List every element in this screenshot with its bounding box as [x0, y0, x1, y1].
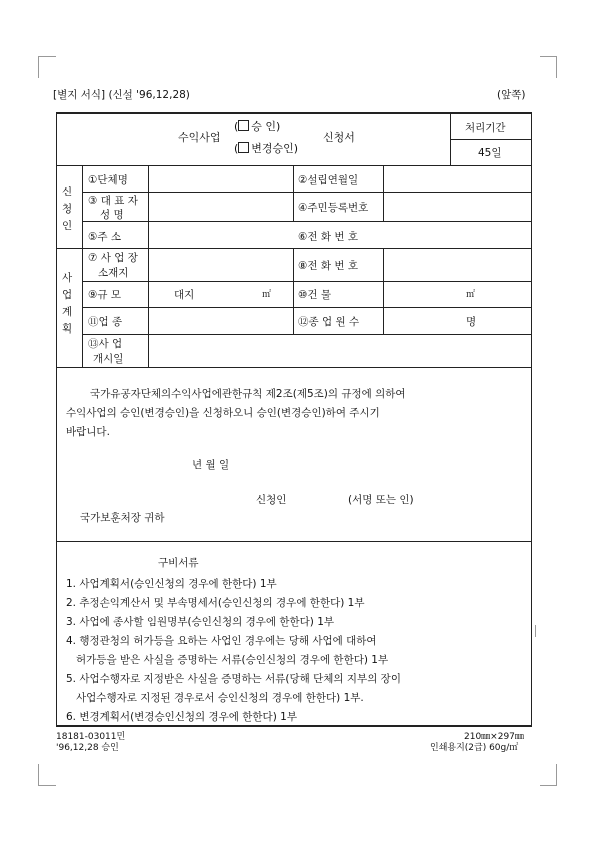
- frame-top: [56, 112, 531, 114]
- processing-period-label: 처리기간: [465, 122, 506, 134]
- processing-divider: [450, 139, 531, 140]
- row-line: [56, 367, 531, 368]
- document-item: 5. 사업수행자로 지정받은 사실을 증명하는 서류(당해 단체의 지부의 장이: [66, 673, 401, 685]
- document-item: 사업수행자로 지정된 경우로서 승인신청의 경우에 한한다) 1부.: [66, 692, 364, 704]
- field-resident-no: ④주민등록번호: [298, 202, 369, 214]
- frame-bottom: [56, 725, 532, 727]
- footer-paper: 인쇄용지(2급) 60g/㎡: [430, 743, 519, 753]
- col-line: [82, 165, 83, 367]
- side-mark: [535, 625, 536, 637]
- row-line: [82, 307, 531, 308]
- field-building-unit: ㎡: [466, 290, 476, 300]
- field-phone-2: ⑧전 화 번 호: [298, 260, 358, 272]
- row-line: [82, 221, 531, 222]
- crop-mark: [556, 56, 557, 78]
- frame-right: [531, 112, 532, 725]
- crop-mark: [38, 56, 39, 78]
- field-rep-line1: ③ 대 표 자: [88, 195, 138, 207]
- crop-mark: [540, 785, 557, 786]
- body-line-1: 국가유공자단체의수익사업에관한규칙 제2조(제5조)의 규정에 의하여: [90, 388, 406, 400]
- field-employees-unit: 명: [466, 316, 477, 328]
- signature-label: (서명 또는 인): [348, 494, 414, 506]
- frame-left: [56, 112, 57, 725]
- col-line: [383, 248, 384, 334]
- field-land-unit: ㎡: [262, 290, 272, 300]
- row-line: [56, 541, 531, 542]
- row-line: [82, 334, 531, 335]
- footer-code: 18181-03011민: [56, 732, 126, 742]
- page-side-label: (앞쪽): [497, 89, 526, 101]
- document-item: 1. 사업계획서(승인신청의 경우에 한한다) 1부: [66, 578, 277, 590]
- crop-mark: [556, 764, 557, 786]
- document-item: 허가등을 받은 사실을 증명하는 서류(승인신청의 경우에 한한다) 1부: [66, 654, 389, 666]
- date-line: 년 월 일: [192, 459, 230, 471]
- title-option-change: ( 변경승인): [234, 142, 299, 155]
- crop-mark: [38, 785, 56, 786]
- col-line: [293, 248, 294, 334]
- field-scale: ⑨규 모: [88, 289, 122, 301]
- field-industry: ⑪업 종: [88, 316, 123, 328]
- col-line: [148, 165, 149, 367]
- applicant-label: 신청인: [256, 494, 287, 506]
- document-item: 4. 행정관청의 허가등을 요하는 사업인 경우에는 당해 사업에 대하여: [66, 635, 377, 647]
- field-land-label: 대지: [174, 289, 195, 301]
- crop-mark: [38, 764, 39, 786]
- recipient: 국가보훈처장 귀하: [80, 512, 165, 524]
- body-line-3: 바랍니다.: [66, 426, 110, 438]
- field-phone-1: ⑥전 화 번 호: [298, 231, 358, 243]
- footer-size: 210㎜×297㎜: [464, 732, 524, 742]
- field-org-name: ①단체명: [88, 174, 128, 186]
- row-line: [82, 281, 531, 282]
- field-employees: ⑫종 업 원 수: [298, 316, 360, 328]
- title-prefix: 수익사업: [178, 131, 221, 144]
- processing-period-value: 45일: [478, 147, 502, 159]
- title-suffix: 신청서: [323, 131, 355, 144]
- section-business-plan: 사 업 계 획: [62, 272, 73, 335]
- field-address: ⑤주 소: [88, 231, 122, 243]
- form-label: [별지 서식] (신설 '96,12,28): [53, 89, 190, 101]
- field-building: ⑩건 물: [298, 289, 332, 301]
- section-applicant: 신 청 인: [62, 186, 73, 232]
- title-option-approval: ( 승 인): [234, 120, 281, 133]
- document-item: 3. 사업에 종사할 임원명부(승인신청의 경우에 한한다) 1부: [66, 616, 335, 628]
- footer-date: '96,12,28 승인: [56, 743, 119, 753]
- checkbox-icon: [238, 120, 249, 131]
- row-line: [82, 192, 531, 193]
- crop-mark: [540, 56, 557, 57]
- checkbox-icon: [238, 142, 249, 153]
- field-site-line2: 소재지: [98, 267, 129, 279]
- body-line-2: 수익사업의 승인(변경승인)을 신청하오니 승인(변경승인)하여 주시기: [66, 407, 380, 419]
- field-site-line1: ⑦ 사 업 장: [88, 252, 138, 264]
- document-item: 6. 변경계획서(변경승인신청의 경우에 한한다) 1부: [66, 711, 297, 723]
- field-rep-line2: 성 명: [100, 209, 124, 221]
- field-start-line1: ⑬사 업: [88, 338, 123, 350]
- crop-mark: [38, 56, 56, 57]
- documents-title: 구비서류: [158, 557, 199, 569]
- field-start-line2: 개시일: [93, 353, 124, 365]
- col-line: [383, 165, 384, 221]
- field-established-date: ②설립연월일: [298, 174, 359, 186]
- document-item: 2. 추정손익계산서 및 부속명세서(승인신청의 경우에 한한다) 1부: [66, 597, 365, 609]
- col-line: [293, 165, 294, 221]
